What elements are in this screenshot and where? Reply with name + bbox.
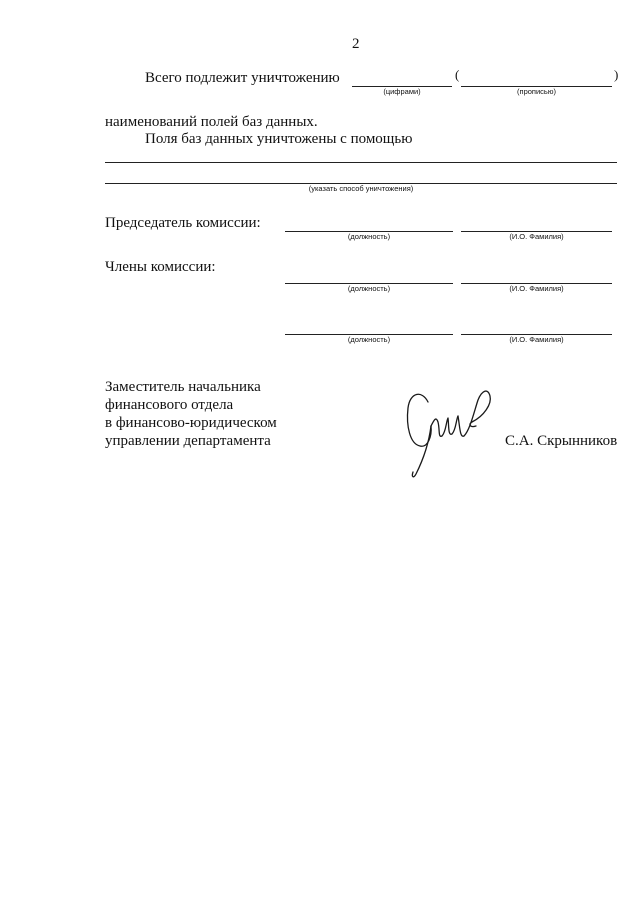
signatory-title-line-2: финансового отдела [105,397,234,413]
signatory-name: С.А. Скрынников [505,433,618,449]
chairman-caption-position: (должность) [347,232,391,241]
caption-digits: (цифрами) [383,87,421,96]
method-label: Поля баз данных уничтожены с помощью [145,131,413,147]
member-2-caption-name: (И.О. Фамилия) [509,335,564,344]
total-close-paren: ) [614,67,619,82]
total-open-paren: ( [455,67,460,82]
page-number: 2 [352,36,360,52]
member-1-caption-name: (И.О. Фамилия) [509,284,564,293]
method-line-1 [105,162,617,163]
signatory-title-line-1: Заместитель начальника [105,379,261,395]
chairman-label: Председатель комиссии: [105,215,261,231]
method-caption: (указать способ уничтожения) [308,184,414,193]
total-label: Всего подлежит уничтожению [145,70,340,86]
names-text: наименований полей баз данных. [105,114,318,130]
members-label: Члены комиссии: [105,259,216,275]
member-1-caption-position: (должность) [347,284,391,293]
signatory-title-line-4: управлении департамента [105,433,271,449]
signatory-title-line-3: в финансово-юридическом [105,415,277,431]
caption-words: (прописью) [517,87,556,96]
handwritten-signature [398,382,508,482]
chairman-caption-name: (И.О. Фамилия) [509,232,564,241]
member-2-caption-position: (должность) [347,335,391,344]
